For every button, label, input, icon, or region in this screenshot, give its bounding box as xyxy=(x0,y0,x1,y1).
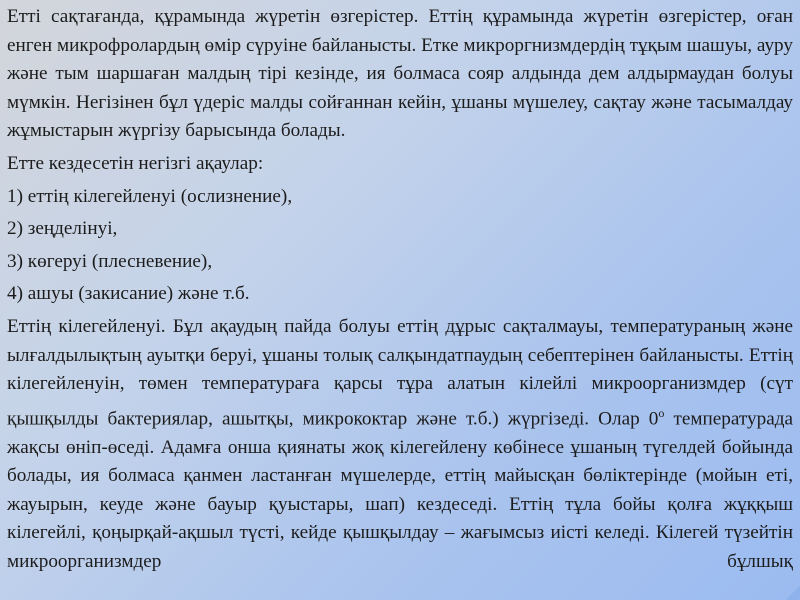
degree-sign: о xyxy=(658,405,665,420)
slide-text xyxy=(7,3,793,577)
sliming-text-end: температурада жақсы өніп-өседі. Адамға онша қиянаты жоқ кілегейлену көбінесе ұшаның түгелдей бойында болады, ия болмаса қанмен ластанған мүшелерде, еттің майысқан бөліктерінде (мойын еті, жауырын, кеуде және бауыр қуыстары, шап) кездеседі. Еттің тұла бойы қолға жұққыш кілегейлі, қоңырқай-ақшыл түсті, кейде қышқылдау – жағымсыз иісті келеді. Кілегей түзейтін микроорганизмдер бұлшық xyxy=(7,408,793,573)
slide-corner-decoration xyxy=(786,586,800,600)
intro-paragraph: Етті сақтағанда, құрамында жүретін өзгерістер. Еттің құрамында жүретін өзгерістер, оған енген микрофролардың өмір сүруіне байланысты. Етке микроргнизмдердің тұқым шашуы, ауру және тым шаршаған малдың тірі кезінде, ия болмаса сояр алдында дем алдырмаудан болуы мүмкін. Негізінен бұл үдеріс малды сойғаннан кейін, ұшаны мүшелеу, сақтау және тасымалдау жұмыстарын жүргізу барысында болады. xyxy=(7,6,793,142)
defect-list-item: 4) ашуы (закисание) және т.б. xyxy=(7,283,250,305)
sliming-paragraph xyxy=(7,313,793,577)
sliming-text-start: Еттің кілегейленуі. Бұл ақаудың пайда болуы еттің дұрыс сақталмауы, температураның және ылғалдылықтың ауытқи беруі, ұшаны толық салқындатпаудың себептерінен байланысты. Еттің кілегейленуін, төмен температураға қарсы тұра алатын кілейлі микроорганизмдер (сүт қышқылды бактериялар, ашытқы, микрококтар және т.б.) жүргізеді. Олар 0 xyxy=(7,315,793,430)
defect-list-item: 2) зеңделінуі, xyxy=(7,218,118,240)
defect-list-item: 1) еттің кілегейленуі (ослизнение), xyxy=(7,185,293,207)
defects-heading: Етте кездесетін негізгі ақаулар: xyxy=(7,152,264,174)
defect-list-item: 3) көгеруі (плесневение), xyxy=(7,250,213,272)
